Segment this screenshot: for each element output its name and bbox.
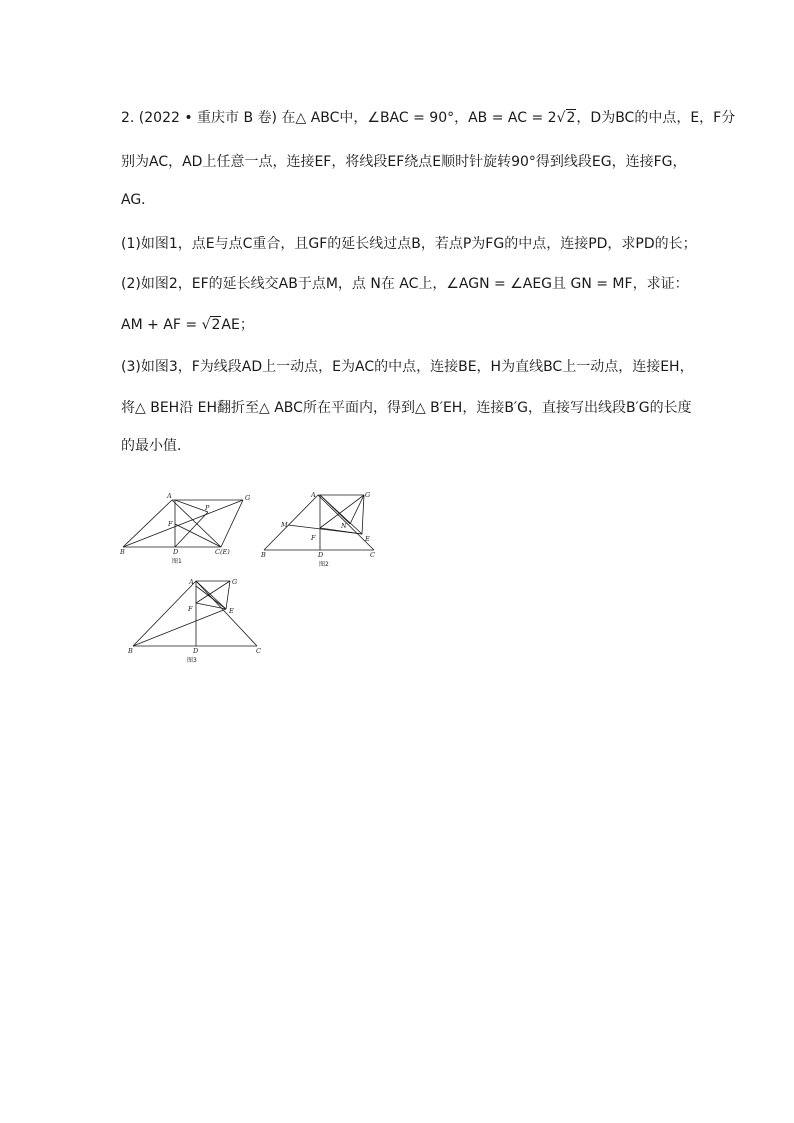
label-d: D [318,551,324,559]
label-m: M [281,521,288,529]
segment-ac [172,500,221,547]
figure-1-caption: 图1 [172,558,182,565]
label-e: E [229,607,234,615]
segment-ge [226,581,230,609]
problem-text: ，D为BC的中点，E，F分 [576,110,736,126]
figure-2 [258,490,388,572]
question-2-continued [121,315,254,335]
label-f: F [188,605,193,613]
segment-fc [175,524,221,547]
label-ce: C(E) [215,548,230,556]
label-b: B [261,551,266,559]
problem-text: AE； [221,317,254,333]
label-g: G [245,494,251,502]
label-b: B [128,647,133,655]
label-n: N [341,522,347,530]
label-g: G [365,491,371,499]
label-p: P [205,504,210,512]
figure-3 [125,576,270,671]
label-a: A [189,578,194,586]
segment-be [133,609,226,646]
label-f: F [311,534,316,542]
question-3: (3)如图3，F为线段AD上一动点，E为AC的中点，连接BE，H为直线BC上一动点，连接EH， [121,359,694,375]
segment-ac [196,581,257,646]
segment-fg [196,581,230,603]
segment-ae-diag [196,586,226,609]
segment-bg [123,500,243,547]
label-a: A [167,492,172,500]
problem-line-3: AG． [121,192,156,208]
label-c: C [256,647,261,655]
label-d: D [193,647,199,655]
question-3-end: 的最小值． [121,438,191,454]
problem-text: 2. (2022 • 重庆市 B 卷) 在△ ABC中，∠BAC = 90°，AB = AC = 2 [121,110,557,126]
segment-ab [264,495,318,550]
question-3-continued: 将△ BEH沿 EH翻折至△ ABC所在平面内，得到△ B′EH，连接B′G，直接写出线段B′G的长度 [121,400,692,416]
sqrt-symbol: √2 [556,110,576,126]
label-d: D [173,548,179,556]
segment-ab [123,500,172,547]
label-g: G [232,578,238,586]
label-b: B [120,548,125,556]
figure-1 [115,490,260,570]
segment-ae [196,581,226,609]
figure-2-caption: 图2 [319,561,329,568]
label-e: E [365,535,370,543]
segment-ag-diag [175,500,208,512]
figure-3-caption: 图3 [187,657,197,664]
label-f: F [168,520,173,528]
sqrt-symbol: √2 [201,317,221,333]
label-a: A [311,491,316,499]
segment-ab [133,581,196,646]
problem-line-2: 别为AC，AD上任意一点，连接EF，将线段EF绕点E顺时针旋转90°得到线段EG，连接FG， [121,154,687,170]
problem-line-1 [121,108,735,128]
question-2: (2)如图2，EF的延长线交AB于点M，点 N在 AC上，∠AGN = ∠AEG且 GN = MF，求证： [121,276,689,292]
question-1: (1)如图1，点E与点C重合，且GF的延长线过点B，若点P为FG的中点，连接PD，求PD的长； [121,236,697,252]
segment-ge [362,495,364,534]
problem-text: AM + AF = [121,317,202,333]
segment-gn [350,495,364,524]
label-c: C [370,551,375,559]
